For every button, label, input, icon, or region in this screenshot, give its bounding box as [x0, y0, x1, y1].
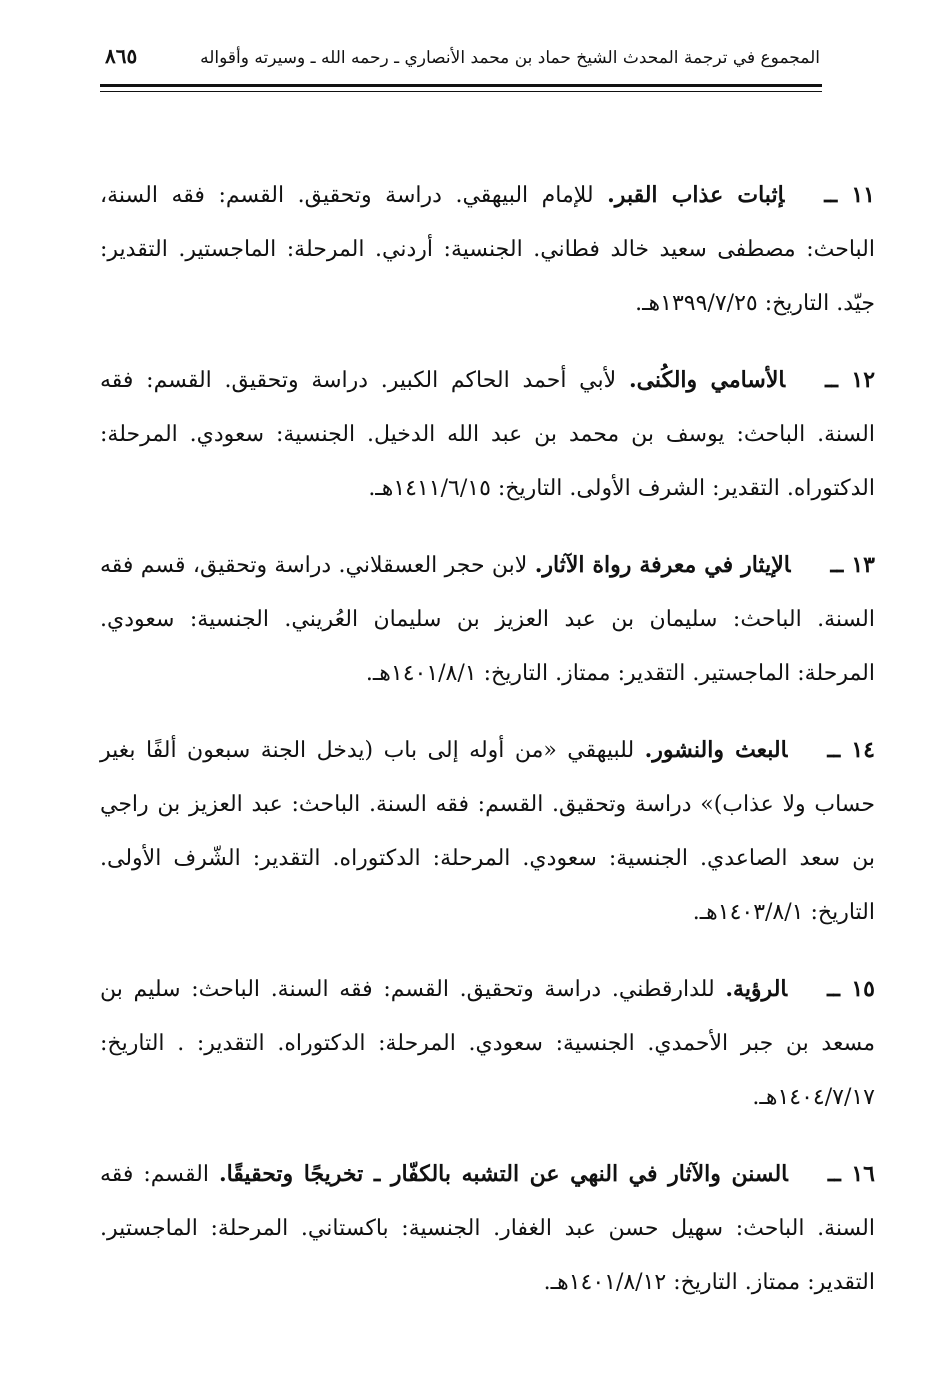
entry-title: الأسامي والكُنى.	[628, 367, 786, 393]
entry-title: الإيثار في معرفة رواة الآثار.	[534, 552, 791, 578]
entry-title: السنن والآثار في النهي عن التشبه بالكفّار ـ تخريجًا وتحقيقًا.	[218, 1161, 788, 1187]
header-rule	[100, 84, 822, 87]
entry-body: القسم: فقه السنة. الباحث: سهيل حسن عبد الغفار. الجنسية: باكستاني. المرحلة: الماجستير. التقدير: ممتاز. التاريخ: ١٤٠١/٨/١٢هـ.	[100, 1162, 875, 1295]
entry-body: للدارقطني. دراسة وتحقيق. القسم: فقه السنة. الباحث: سليم بن مسعد بن جبر الأحمدي. الجنسية: سعودي. المرحلة: الدكتوراه. التقدير: . التاريخ: ١٤٠٤/٧/١٧هـ.	[100, 977, 875, 1110]
running-head	[105, 40, 820, 80]
entry-number: ١٦ ــ	[827, 1161, 875, 1187]
entry-number: ١٢ ــ	[825, 367, 876, 393]
entry-body: للإمام البيهقي. دراسة وتحقيق. القسم: فقه السنة، الباحث: مصطفى سعيد خالد فطاني. الجنسية: أردني. المرحلة: الماجستير. التقدير: جيّد. التاريخ: ١٣٩٩/٧/٢٥هـ.	[100, 183, 875, 316]
entry-title: الرؤية.	[725, 976, 788, 1002]
entry-body: للبيهقي «من أوله إلى باب (يدخل الجنة سبعون ألفًا بغير حساب ولا عذاب)» دراسة وتحقيق. القسم: فقه السنة. الباحث: عبد العزيز بن راجي بن سعد الصاعدي. الجنسية: سعودي. المرحلة: الدكتوراه. التقدير: الشّرف الأولى. التاريخ: ١٤٠٣/٨/١هـ.	[100, 738, 875, 925]
entry-number: ١٤ ــ	[827, 737, 875, 763]
entry-14	[100, 723, 875, 940]
entry-11	[100, 168, 875, 331]
header-rule-thin	[100, 91, 822, 92]
entry-body: لأبي أحمد الحاكم الكبير. دراسة وتحقيق. القسم: فقه السنة. الباحث: يوسف بن محمد بن عبد الله الدخيل. الجنسية: سعودي. المرحلة: الدكتوراه. التقدير: الشرف الأولى. التاريخ: ١٤١١/٦/١٥هـ.	[100, 368, 875, 501]
entry-title: إثبات عذاب القبر.	[607, 182, 785, 208]
entry-number: ١٣ ــ	[830, 552, 875, 578]
entry-body: لابن حجر العسقلاني. دراسة وتحقيق، قسم فقه السنة. الباحث: سليمان بن عبد العزيز بن سليمان العُريني. الجنسية: سعودي. المرحلة: الماجستير. التقدير: ممتاز. التاريخ: ١٤٠١/٨/١هـ.	[100, 553, 875, 686]
entry-number: ١٥ ــ	[827, 976, 875, 1002]
entry-15	[100, 962, 875, 1125]
entry-title: البعث والنشور.	[644, 737, 788, 763]
page-number: ٨٦٥	[105, 44, 138, 68]
entry-number: ١١ ــ	[824, 182, 875, 208]
running-head-title: المجموع في ترجمة المحدث الشيخ حماد بن محمد الأنصاري ـ رحمه الله ـ وسيرته وأقواله	[200, 48, 820, 68]
entry-16	[100, 1147, 875, 1310]
entry-12	[100, 353, 875, 516]
entries-list	[100, 168, 875, 1332]
entry-13	[100, 538, 875, 701]
